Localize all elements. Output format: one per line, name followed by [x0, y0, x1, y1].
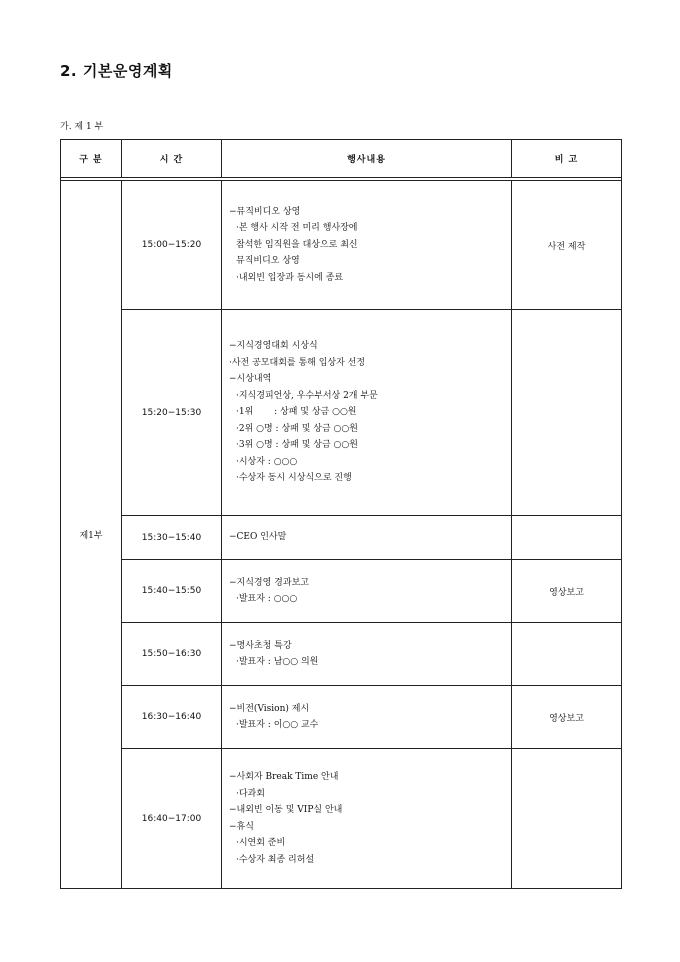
- content-line: ·시연회 준비: [236, 838, 286, 848]
- note-cell: [512, 310, 622, 516]
- table-row: [61, 516, 622, 560]
- content-line: ·발표자 : 남○○ 의원: [236, 657, 319, 667]
- content-line: −사회자 Break Time 안내: [229, 772, 339, 782]
- part-cell: 제1부: [61, 181, 122, 889]
- content-line: ·발표자 : 이○○ 교수: [236, 720, 319, 730]
- header-part: 구 분: [61, 140, 122, 178]
- content-line: ·2위 ○명 : 상패 및 상금 ○○원: [236, 423, 358, 434]
- note-cell: 영상보고: [512, 560, 622, 623]
- content-cell: [222, 310, 512, 516]
- content-line: ·다과회: [236, 788, 265, 799]
- header-time: 시 간: [122, 140, 222, 178]
- note-cell: [512, 516, 622, 560]
- table-row: [61, 181, 622, 310]
- note-cell: 영상보고: [512, 686, 622, 749]
- content-line: −지식경영대회 시상식: [229, 341, 318, 352]
- schedule-table: [60, 139, 622, 889]
- time-cell: 15:00−15:20: [122, 181, 222, 310]
- subsection-title: 가. 제 1 부: [60, 122, 104, 132]
- content-line: −지식경영 경과보고: [229, 577, 309, 588]
- table-header-row: [61, 140, 622, 178]
- content-line: ·사전 공모대회를 통해 입상자 선정: [229, 357, 366, 368]
- section-title: 2. 기본운영계획: [60, 62, 173, 80]
- content-line: 뮤직비디오 상영: [236, 256, 300, 267]
- content-cell: [222, 623, 512, 686]
- content-line: −시상내역: [229, 374, 272, 385]
- content-line: ·수상자 동시 시상식으로 진행: [236, 473, 352, 484]
- note-cell: [512, 623, 622, 686]
- content-line: ·시상자 : ○○○: [236, 456, 298, 467]
- content-line: −CEO 인사말: [229, 532, 287, 543]
- content-line: −내외빈 이동 및 VIP실 안내: [229, 805, 343, 815]
- time-cell: 16:30−16:40: [122, 686, 222, 749]
- content-cell: [222, 749, 512, 889]
- header-note: 비 고: [512, 140, 622, 178]
- header-content: 행사내용: [222, 140, 512, 178]
- content-line: ·1위 : 상패 및 상금 ○○원: [236, 407, 357, 418]
- table-row: [61, 310, 622, 516]
- content-cell: [222, 686, 512, 749]
- content-cell: [222, 181, 512, 310]
- table-row: [61, 560, 622, 623]
- time-cell: 15:20−15:30: [122, 310, 222, 516]
- content-line: −뮤직비디오 상영: [229, 206, 301, 217]
- content-line: ·수상자 최종 리허설: [236, 854, 315, 865]
- content-cell: [222, 516, 512, 560]
- content-line: −명사초청 특강: [229, 640, 292, 651]
- content-line: −휴식: [229, 821, 254, 832]
- note-cell: [512, 749, 622, 889]
- note-cell: 사전 제작: [512, 181, 622, 310]
- table-row: [61, 623, 622, 686]
- time-cell: 15:30−15:40: [122, 516, 222, 560]
- content-line: ·발표자 : ○○○: [236, 594, 298, 604]
- content-line: 참석한 임직원을 대상으로 최신: [236, 239, 358, 250]
- content-line: ·지식경피언상, 우수부서상 2개 부문: [236, 390, 378, 401]
- content-cell: [222, 560, 512, 623]
- content-line: ·본 행사 시작 전 미리 행사장에: [236, 223, 358, 234]
- content-line: −비전(Vision) 제시: [229, 703, 310, 714]
- content-line: ·내외빈 입장과 동시에 종료: [236, 272, 344, 283]
- time-cell: 16:40−17:00: [122, 749, 222, 889]
- time-cell: 15:40−15:50: [122, 560, 222, 623]
- table-row: [61, 749, 622, 889]
- content-line: ·3위 ○명 : 상패 및 상금 ○○원: [236, 440, 358, 451]
- table-body: [61, 178, 622, 889]
- table-row: [61, 686, 622, 749]
- time-cell: 15:50−16:30: [122, 623, 222, 686]
